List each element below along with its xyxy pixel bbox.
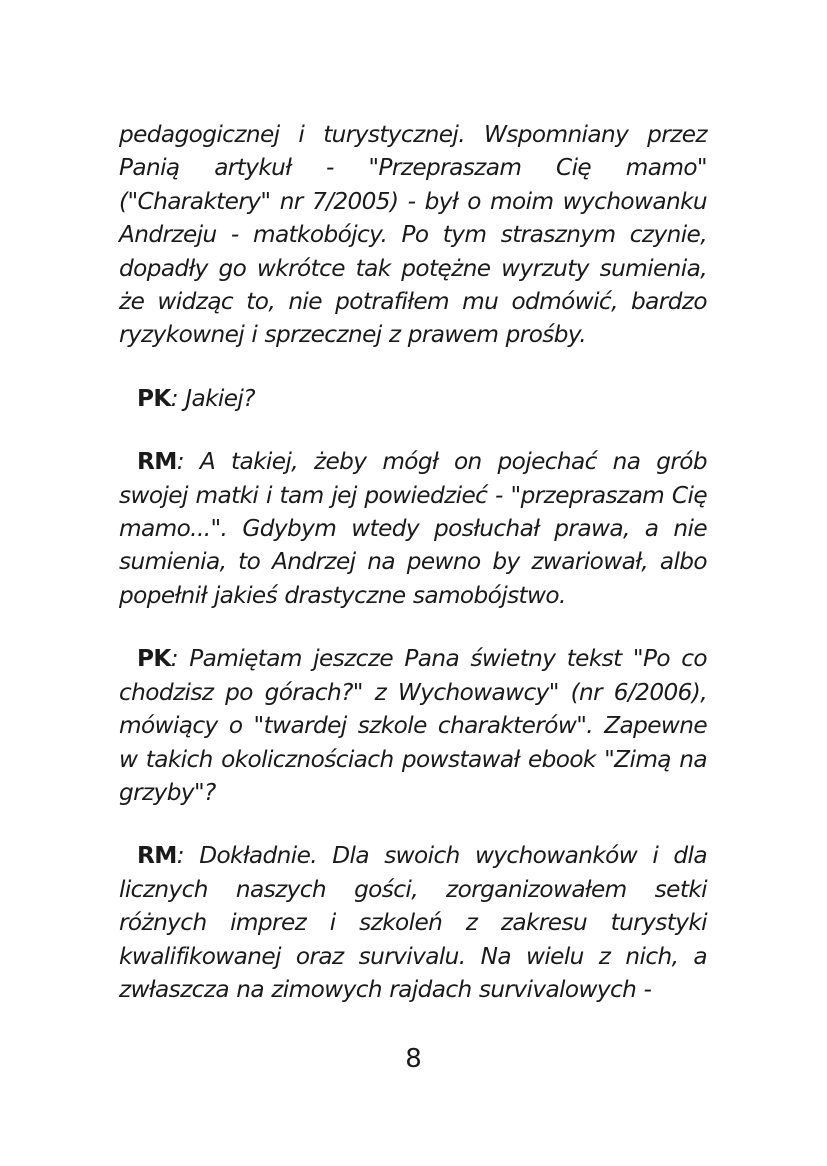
page-body [119, 118, 707, 1006]
dialog-paragraph [119, 642, 707, 809]
speaker-label: PK [137, 645, 171, 673]
paragraph-text: Pamiętam jeszcze Pana świetny tekst "Po co chodzisz po górach?" z Wychowawcy" (nr 6/2006), mówiący o "twardej szkole charakterów". Zapewne w takich okolicznościach powstawał ebook "Zimą na grzyby"? [119, 645, 707, 806]
paragraph-text: Dokładnie. Dla swoich wychowanków i dla licznych naszych gości, zorganizowałem setki różnych imprez i szkoleń z zakresu turystyki kwalifikowanej oraz survivalu. Na wielu z nich, a zwłaszcza na zimowych rajdach survivalowych - [119, 842, 707, 1003]
page-number: 8 [405, 1044, 422, 1074]
speaker-separator: : [170, 645, 190, 673]
speaker-separator: : [176, 448, 200, 476]
speaker-separator: : [176, 842, 200, 870]
dialog-paragraph [119, 445, 707, 612]
speaker-label: RM [137, 842, 177, 870]
speaker-label: RM [137, 448, 177, 476]
speaker-label: PK [137, 384, 171, 412]
dialog-paragraph [119, 839, 707, 1006]
speaker-separator: : [170, 384, 186, 412]
paragraph-text: pedagogicznej i turystycznej. Wspomniany przez Panią artykuł - "Przepraszam Cię mamo" ("Charaktery" nr 7/2005) - był o moim wychowanku Andrzeju - matkobójcy. Po tym strasznym czynie, dopadły go wkrótce tak potężne wyrzuty sumienia, że widząc to, nie potrafiłem mu odmówić, bardzo ryzykownej i sprzecznej z prawem prośby. [119, 121, 707, 349]
paragraph-continuation [119, 118, 707, 352]
paragraph-text: A takiej, żeby mógł on pojechać na grób swojej matki i tam jej powiedzieć - "przepraszam Cię mamo...". Gdybym wtedy posłuchał prawa, a nie sumienia, to Andrzej na pewno by zwariował, albo popełnił jakieś drastyczne samobójstwo. [119, 448, 707, 609]
dialog-paragraph [119, 382, 707, 415]
paragraph-text: Jakiej? [185, 384, 255, 412]
